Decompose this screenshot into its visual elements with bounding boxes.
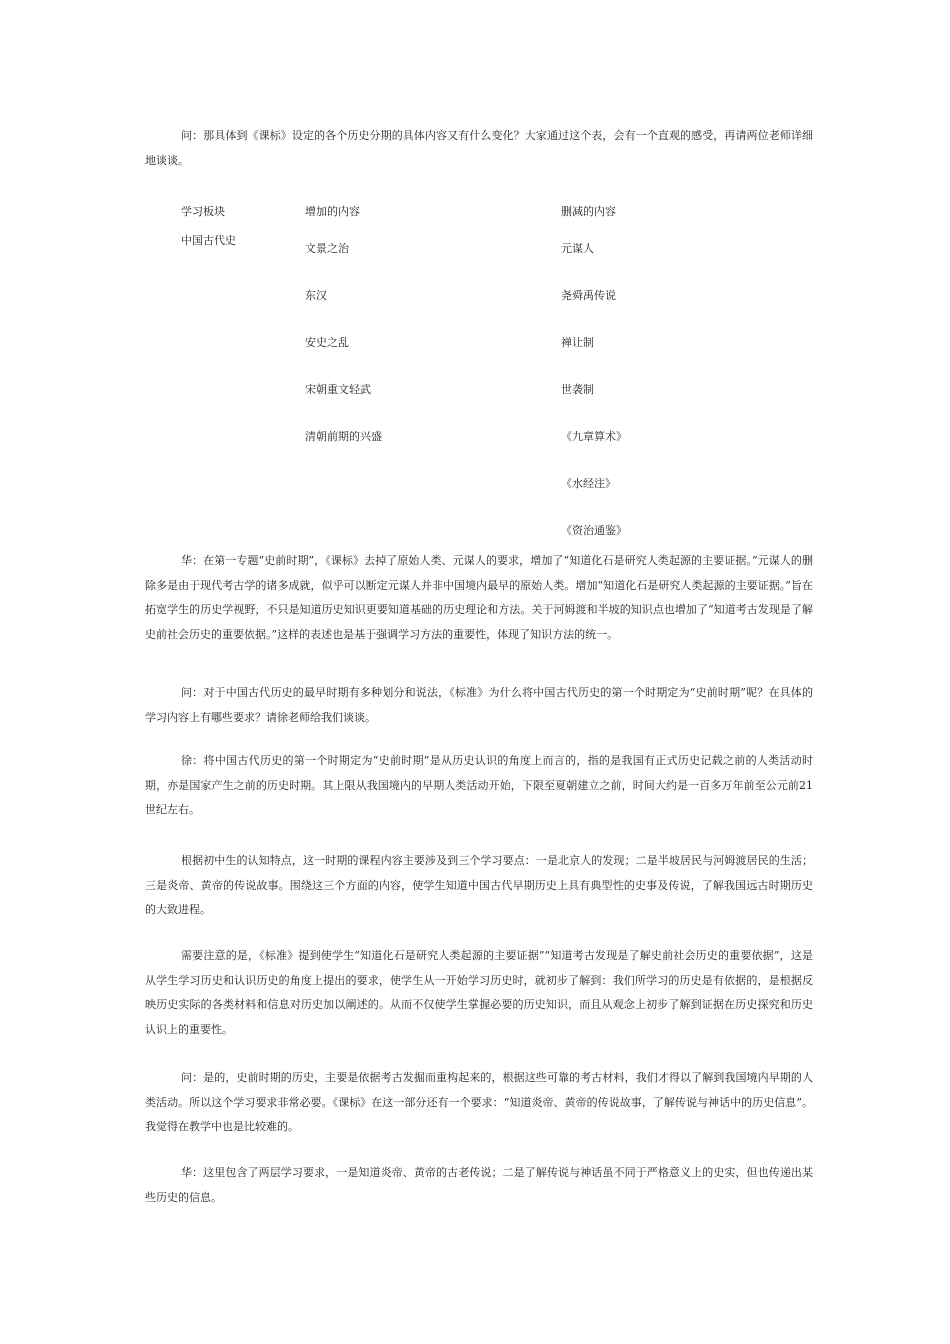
paragraph-xu-answer-3: 需要注意的是，《标准》提到使学生“知道化石是研究人类起源的主要证据”“知道考古发现是了解史前社会历史的重要依据”，这是从学生学习历史和认识历史的角度上提出的要求，使学生从一开始学习历史时，就初步了解到：我们所学习的历史是有依据的，是根据反映历史实际的各类材料和信息对历史加以阐述的。从而不仅使学生掌握必要的历史知识，而且从观念上初步了解到证据在历史探究和历史认识上的重要性。 <box>145 949 813 1036</box>
paragraph-xu-answer-2: 根据初中生的认知特点，这一时期的课程内容主要涉及到三个学习要点：一是北京人的发现；二是半坡居民与河姆渡居民的生活；三是炎帝、黄帝的传说故事。围绕这三个方面的内容，使学生知道中国古代早期历史上具有典型性的史事及传说，了解我国远古时期历史的大致进程。 <box>145 854 813 916</box>
paragraph-hua-answer-2: 华：这里包含了两层学习要求，一是知道炎帝、黄帝的古老传说；二是了解传说与神话虽不同于严格意义上的史实，但也传递出某些历史的信息。 <box>145 1166 813 1204</box>
paragraph-intro-question: 问：那具体到《课标》设定的各个历史分期的具体内容又有什么变化？大家通过这个表，会有一个直观的感受，再请两位老师详细地谈谈。 <box>145 129 813 167</box>
table-cell-module: 中国古代史 <box>181 234 236 247</box>
paragraph-hua-answer-1: 华：在第一专题“史前时期”，《课标》去掉了原始人类、元谋人的要求，增加了“知道化石是研究人类起源的主要证据。”元谋人的删除多是由于现代考古学的诸多成就，似乎可以断定元谋人并非中国境内最早的原始人类。增加“知道化石是研究人类起源的主要证据。”旨在拓宽学生的历史学视野，不只是知道历史知识更要知道基础的历史理论和方法。关于河姆渡和半坡的知识点也增加了“知道考古发现是了解史前社会历史的重要依据。”这样的表述也是基于强调学习方法的重要性，体现了知识方法的统一。 <box>145 554 813 641</box>
paragraph-question-3: 问：是的，史前时期的历史，主要是依据考古发掘而重构起来的，根据这些可靠的考古材料，我们才得以了解到我国境内早期的人类活动。所以这个学习要求非常必要。《课标》在这一部分还有一个要求：“知道炎帝、黄帝的传说故事，了解传说与神话中的历史信息”。我觉得在教学中也是比较难的。 <box>145 1071 813 1133</box>
table-cell-removed: 世袭制 <box>561 383 594 396</box>
table-cell-added: 安史之乱 <box>305 336 349 349</box>
table-cell-added: 宋朝重文轻武 <box>305 383 371 396</box>
table-cell-removed: 禅让制 <box>561 336 594 349</box>
table-header-module: 学习板块 <box>181 205 225 218</box>
table-cell-removed: 尧舜禹传说 <box>561 289 616 302</box>
table-cell-removed: 《水经注》 <box>561 477 616 490</box>
paragraph-question-2: 问：对于中国古代历史的最早时期有多种划分和说法，《标准》为什么将中国古代历史的第一个时期定为“史前时期”呢？在具体的学习内容上有哪些要求？请徐老师给我们谈谈。 <box>145 686 813 724</box>
table-cell-removed: 《九章算术》 <box>561 430 627 443</box>
table-cell-removed: 《资治通鉴》 <box>561 524 627 537</box>
table-header-added: 增加的内容 <box>305 205 360 218</box>
table-cell-added: 清朝前期的兴盛 <box>305 430 382 443</box>
table-cell-added: 文景之治 <box>305 242 349 255</box>
paragraph-xu-answer-1: 徐：将中国古代历史的第一个时期定为“史前时期”是从历史认识的角度上而言的，指的是我国有正式历史记载之前的人类活动时期，亦是国家产生之前的历史时期。其上限从我国境内的早期人类活动开始，下限至夏朝建立之前，时间大约是一百多万年前至公元前21世纪左右。 <box>145 754 813 816</box>
table-cell-added: 东汉 <box>305 289 327 302</box>
table-cell-removed: 元谋人 <box>561 242 594 255</box>
table-header-removed: 删减的内容 <box>561 205 616 218</box>
